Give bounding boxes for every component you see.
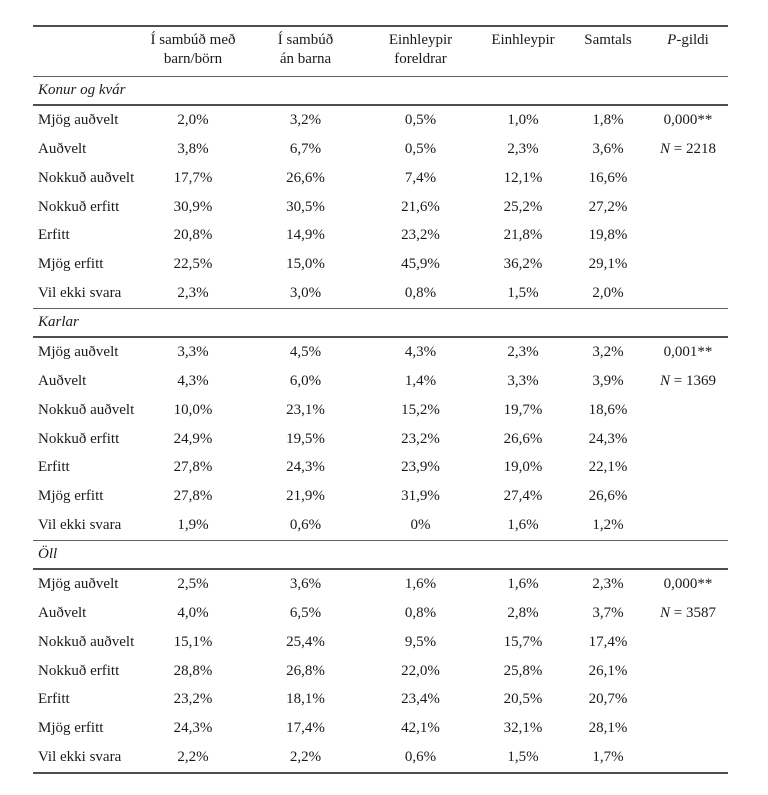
table-row — [33, 453, 728, 482]
value-cell: 10,0% — [173, 401, 213, 418]
table-row — [33, 105, 728, 135]
value-cell: 19,7% — [503, 401, 543, 418]
value-cell: 9,5% — [404, 633, 437, 650]
row-label: Mjög erfitt — [38, 720, 104, 736]
value-cell: 1,0% — [507, 112, 539, 129]
table-row — [33, 193, 728, 222]
value-cell: 6,0% — [289, 373, 322, 389]
row-label: Nokkuð erfitt — [38, 662, 120, 679]
corner-cell — [33, 26, 138, 76]
value-cell: 0,5% — [404, 112, 437, 129]
value-cell: 1,5% — [507, 284, 539, 301]
row-label: Nokkuð auðvelt — [38, 169, 135, 186]
value-cell: 22,1% — [588, 459, 628, 476]
value-cell: 23,2% — [401, 227, 440, 244]
row-label: Auðvelt — [38, 373, 87, 389]
col-header-line: Í sambúð — [277, 32, 334, 48]
empty-cell — [648, 657, 728, 686]
row-label: Mjög auðvelt — [38, 576, 119, 593]
table-row — [33, 628, 728, 657]
value-cell: 26,6% — [286, 169, 325, 186]
value-cell: 2,8% — [507, 605, 539, 621]
table-row — [33, 511, 728, 540]
empty-cell — [648, 685, 728, 714]
value-cell: 30,5% — [286, 198, 325, 215]
section-title: Öll — [33, 540, 728, 569]
row-label: Nokkuð auðvelt — [38, 401, 135, 418]
value-cell: 17,4% — [588, 633, 628, 650]
value-cell: 6,7% — [289, 141, 322, 157]
value-cell: 19,0% — [503, 459, 543, 476]
value-cell: 23,2% — [173, 691, 213, 708]
header-row — [33, 26, 728, 76]
value-cell: 20,5% — [503, 691, 543, 708]
p-value: 0,000** — [663, 576, 713, 593]
table-row — [33, 569, 728, 599]
empty-cell — [648, 714, 728, 743]
n-italic: N — [660, 605, 671, 621]
row-label: Vil ekki svara — [38, 516, 122, 533]
col-header-line: Einhleypir — [388, 32, 453, 48]
section-title: Konur og kvár — [33, 76, 728, 105]
value-cell: 18,6% — [588, 401, 628, 418]
table-row — [33, 250, 728, 279]
value-cell: 32,1% — [503, 720, 543, 736]
value-cell: 30,9% — [173, 198, 213, 215]
value-cell: 22,5% — [173, 256, 213, 272]
table-row — [33, 164, 728, 193]
value-cell: 14,9% — [286, 227, 325, 244]
value-cell: 25,4% — [286, 633, 325, 650]
row-label: Erfitt — [38, 227, 70, 244]
col-header-line: barn/börn — [163, 50, 223, 67]
row-label: Mjög erfitt — [38, 256, 104, 272]
empty-cell — [648, 628, 728, 657]
p-gildi-suffix: -gildi — [676, 32, 709, 48]
empty-cell — [648, 743, 728, 773]
value-cell: 4,5% — [289, 344, 322, 361]
value-cell: 1,8% — [592, 112, 624, 129]
value-cell: 12,1% — [503, 169, 543, 186]
value-cell: 4,3% — [177, 373, 209, 389]
p-value: 0,000** — [663, 112, 713, 129]
col-header-line: Samtals — [584, 32, 632, 48]
value-cell: 22,0% — [401, 662, 440, 679]
section-header-row-0 — [33, 76, 728, 105]
table-row — [33, 685, 728, 714]
value-cell: 17,7% — [173, 169, 213, 186]
value-cell: 1,5% — [507, 748, 539, 765]
row-label: Nokkuð erfitt — [38, 198, 120, 215]
value-cell: 27,2% — [588, 198, 628, 215]
value-cell: 3,6% — [592, 141, 624, 157]
col-header-line: Einhleypir — [491, 32, 555, 48]
value-cell: 2,0% — [592, 284, 624, 301]
value-cell: 3,3% — [507, 373, 539, 389]
value-cell: 6,5% — [289, 605, 322, 621]
col-header-line: foreldrar — [394, 50, 447, 67]
col-header-einhleypir-foreldrar — [363, 26, 478, 76]
value-cell: 4,0% — [177, 605, 209, 621]
results-table — [33, 25, 728, 774]
value-cell: 15,2% — [401, 401, 440, 418]
p-gildi-italic-p: P — [667, 32, 677, 48]
value-cell: 15,7% — [503, 633, 543, 650]
value-cell: 1,4% — [404, 373, 437, 389]
value-cell: 0,6% — [289, 516, 322, 533]
value-cell: 20,7% — [588, 691, 628, 708]
value-cell: 2,3% — [507, 344, 539, 361]
table-row — [33, 135, 728, 164]
value-cell: 1,6% — [404, 576, 437, 593]
table-row — [33, 599, 728, 628]
section-header-row-2 — [33, 540, 728, 569]
row-label: Mjög erfitt — [38, 488, 104, 504]
value-cell: 0,8% — [404, 284, 437, 301]
empty-cell — [648, 221, 728, 250]
value-cell: 3,2% — [289, 112, 322, 129]
empty-cell — [648, 453, 728, 482]
n-value: N = 1369 — [660, 373, 716, 389]
col-header-p-gildi — [648, 26, 728, 76]
value-cell: 2,3% — [592, 576, 624, 593]
value-cell: 45,9% — [401, 256, 440, 272]
value-cell: 0,5% — [404, 141, 437, 157]
row-label: Vil ekki svara — [38, 284, 122, 301]
value-cell: 0,8% — [404, 605, 437, 621]
value-cell: 29,1% — [588, 256, 628, 272]
row-label: Mjög auðvelt — [38, 344, 119, 361]
value-cell: 1,6% — [507, 576, 539, 593]
value-cell: 28,8% — [173, 662, 213, 679]
table-row — [33, 743, 728, 773]
row-label: Auðvelt — [38, 141, 87, 157]
col-header-line: án barna — [279, 50, 332, 67]
value-cell: 23,1% — [286, 401, 325, 418]
value-cell: 2,2% — [177, 748, 209, 765]
value-cell: 19,8% — [588, 227, 628, 244]
table-row — [33, 337, 728, 367]
value-cell: 1,7% — [592, 748, 624, 765]
value-cell: 15,0% — [286, 256, 325, 272]
value-cell: 26,1% — [588, 662, 628, 679]
table-body — [33, 76, 728, 773]
value-cell: 3,6% — [289, 576, 322, 593]
value-cell: 24,3% — [173, 720, 213, 736]
table-header — [33, 26, 728, 76]
value-cell: 25,2% — [503, 198, 543, 215]
empty-cell — [648, 164, 728, 193]
value-cell: 27,8% — [173, 459, 213, 476]
table-row — [33, 396, 728, 425]
value-cell: 1,6% — [507, 516, 539, 533]
value-cell: 2,3% — [507, 141, 539, 157]
table-row — [33, 221, 728, 250]
row-label: Auðvelt — [38, 605, 87, 621]
value-cell: 2,3% — [177, 284, 209, 301]
value-cell: 7,4% — [404, 169, 437, 186]
value-cell: 27,8% — [173, 488, 213, 504]
value-cell: 18,1% — [286, 691, 325, 708]
value-cell: 23,4% — [401, 691, 440, 708]
value-cell: 1,2% — [592, 516, 624, 533]
value-cell: 21,6% — [401, 198, 440, 215]
row-label: Nokkuð auðvelt — [38, 633, 135, 650]
col-header-samtals — [568, 26, 648, 76]
row-label: Erfitt — [38, 459, 70, 476]
col-header-line: Í sambúð með — [150, 32, 236, 48]
table-row — [33, 714, 728, 743]
section-title: Karlar — [33, 308, 728, 337]
value-cell: 19,5% — [286, 430, 325, 447]
value-cell: 42,1% — [401, 720, 440, 736]
table-row — [33, 367, 728, 396]
value-cell: 26,6% — [588, 488, 628, 504]
value-cell: 31,9% — [401, 488, 440, 504]
value-cell: 0,6% — [404, 748, 437, 765]
empty-cell — [648, 279, 728, 308]
value-cell: 26,6% — [503, 430, 543, 447]
empty-cell — [648, 425, 728, 454]
value-cell: 23,2% — [401, 430, 440, 447]
value-cell: 17,4% — [286, 720, 325, 736]
value-cell: 0% — [410, 516, 431, 533]
value-cell: 3,9% — [592, 373, 624, 389]
value-cell: 3,2% — [592, 344, 624, 361]
table-row — [33, 425, 728, 454]
value-cell: 4,3% — [404, 344, 437, 361]
row-label: Vil ekki svara — [38, 748, 122, 765]
value-cell: 25,8% — [503, 662, 543, 679]
table-row — [33, 279, 728, 308]
value-cell: 2,2% — [289, 748, 322, 765]
empty-cell — [648, 396, 728, 425]
table-row — [33, 657, 728, 686]
empty-cell — [648, 250, 728, 279]
row-label: Erfitt — [38, 691, 70, 708]
col-header-einhleypir — [478, 26, 568, 76]
value-cell: 2,5% — [177, 576, 209, 593]
row-label: Mjög auðvelt — [38, 112, 119, 129]
value-cell: 3,8% — [177, 141, 209, 157]
empty-cell — [648, 482, 728, 511]
value-cell: 16,6% — [588, 169, 628, 186]
value-cell: 24,3% — [588, 430, 628, 447]
value-cell: 24,3% — [286, 459, 325, 476]
n-italic: N — [660, 373, 671, 389]
value-cell: 3,3% — [177, 344, 209, 361]
value-cell: 3,7% — [592, 605, 624, 621]
value-cell: 23,9% — [401, 459, 440, 476]
empty-cell — [648, 511, 728, 540]
value-cell: 15,1% — [173, 633, 213, 650]
n-value: N = 2218 — [660, 141, 716, 157]
table-row — [33, 482, 728, 511]
value-cell: 20,8% — [173, 227, 213, 244]
value-cell: 21,8% — [503, 227, 543, 244]
n-value: N = 3587 — [660, 605, 716, 621]
value-cell: 21,9% — [286, 488, 325, 504]
empty-cell — [648, 193, 728, 222]
value-cell: 26,8% — [286, 662, 325, 679]
value-cell: 3,0% — [289, 284, 322, 301]
value-cell: 27,4% — [503, 488, 543, 504]
value-cell: 28,1% — [588, 720, 628, 736]
value-cell: 1,9% — [177, 516, 209, 533]
value-cell: 2,0% — [177, 112, 209, 129]
p-value: 0,001** — [663, 344, 713, 361]
n-italic: N — [660, 141, 671, 157]
value-cell: 36,2% — [503, 256, 543, 272]
col-header-sambud-med-born — [138, 26, 248, 76]
value-cell: 24,9% — [173, 430, 213, 447]
col-header-sambud-an-barna — [248, 26, 363, 76]
row-label: Nokkuð erfitt — [38, 430, 120, 447]
section-header-row-1 — [33, 308, 728, 337]
